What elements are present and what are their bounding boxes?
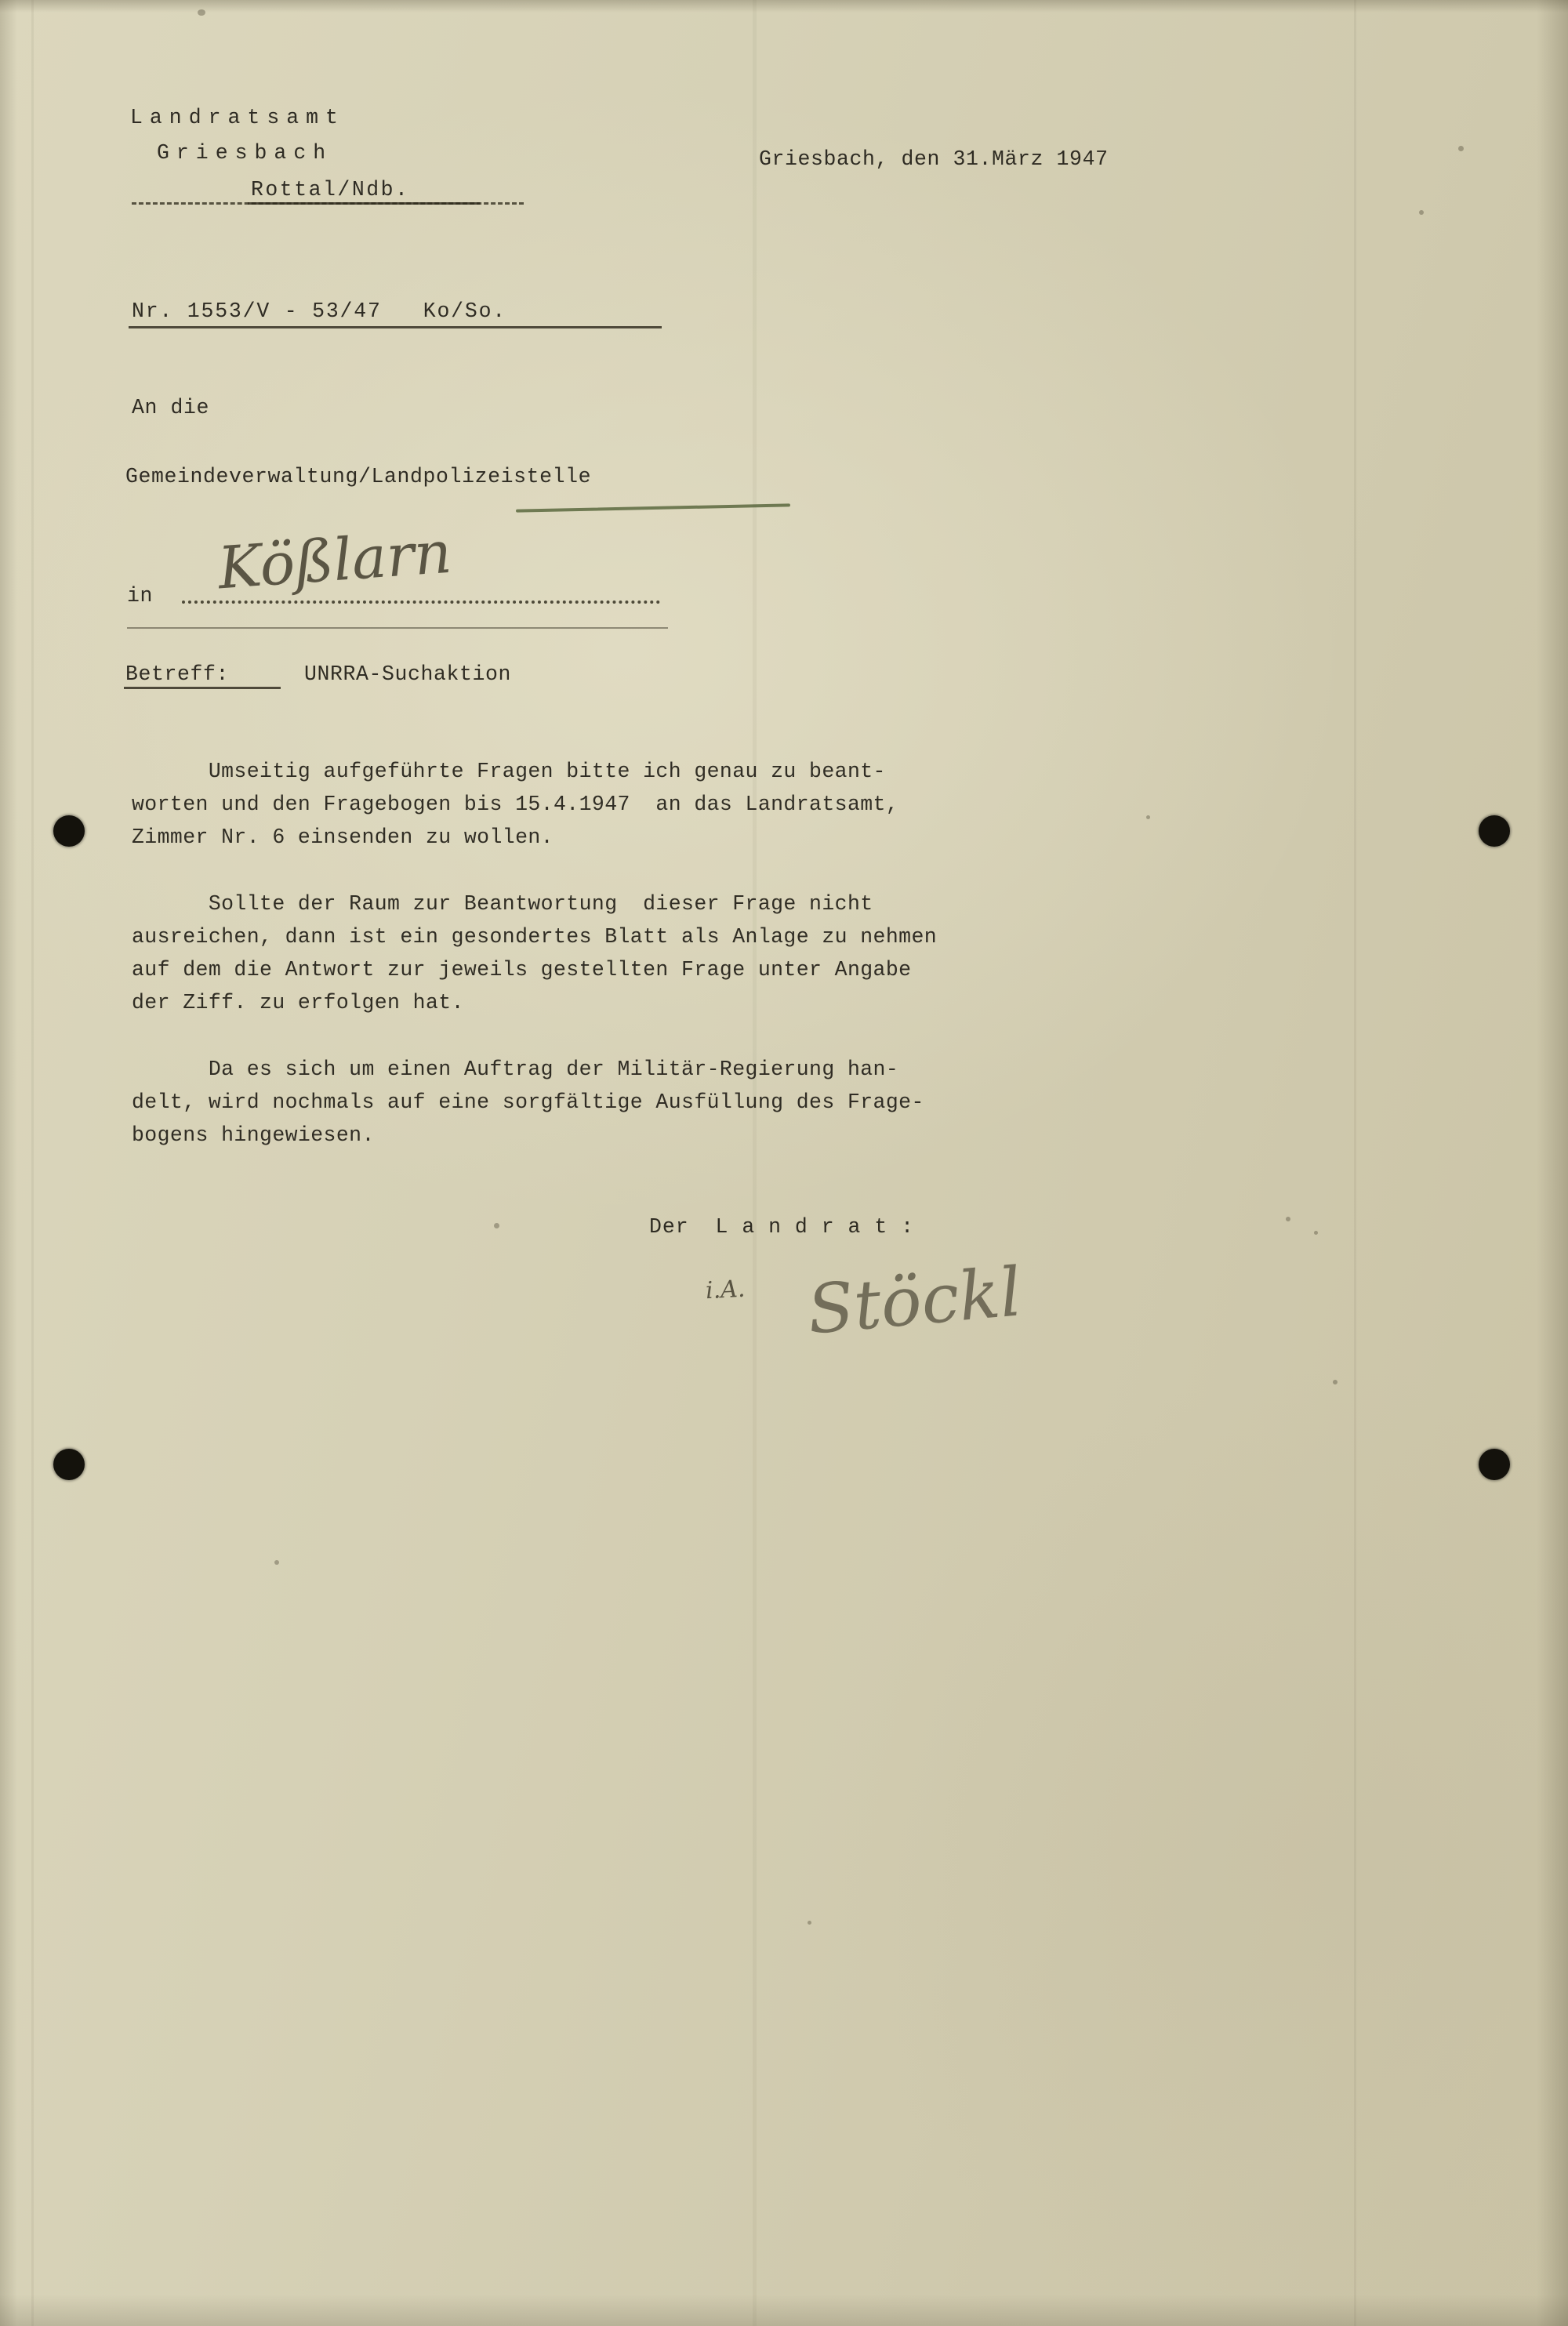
place-date: Griesbach, den 31.März 1947 [759, 147, 1109, 171]
page-edge-shadow-right [1537, 0, 1568, 2326]
reference-underline [129, 326, 662, 328]
paper-speck [1146, 815, 1150, 819]
subject-label-underline [124, 687, 281, 689]
letterhead-line-3: Rottal/Ndb. [251, 178, 410, 201]
body-paragraph-1-line-1: Umseitig aufgeführte Fragen bitte ich genau zu beant- [132, 760, 886, 783]
signature-title: Der L a n d r a t : [649, 1215, 915, 1239]
paper-speck [494, 1223, 499, 1228]
reference-number: Nr. 1553/V - 53/47 Ko/So. [132, 299, 506, 323]
paper-speck [1333, 1380, 1338, 1384]
body-paragraph-2-line-3: auf dem die Antwort zur jeweils gestellten Frage unter Angabe [132, 958, 912, 982]
paper-speck [808, 1921, 811, 1925]
page-edge-shadow-bottom [0, 2295, 1568, 2326]
punch-hole [1479, 1449, 1510, 1480]
location-label: in [127, 584, 154, 608]
addressee-name: Gemeindeverwaltung/Landpolizeistelle [125, 465, 592, 488]
body-paragraph-3-line-3: bogens hingewiesen. [132, 1123, 375, 1147]
paper-speck [1458, 146, 1464, 151]
body-paragraph-2-line-2: ausreichen, dann ist ein gesondertes Blatt als Anlage zu nehmen [132, 925, 938, 949]
punch-hole [1479, 815, 1510, 847]
body-paragraph-1-line-3: Zimmer Nr. 6 einsenden zu wollen. [132, 826, 554, 849]
paper-fold-line [31, 0, 34, 2326]
body-paragraph-2-line-4: der Ziff. zu erfolgen hat. [132, 991, 464, 1014]
paper-speck [1314, 1231, 1318, 1235]
paper-speck [274, 1560, 279, 1565]
location-dotted-line [182, 601, 660, 604]
addressee-intro: An die [132, 396, 210, 419]
letterhead-line-1: Landratsamt [130, 106, 345, 129]
body-paragraph-3-line-1: Da es sich um einen Auftrag der Militär-Regierung han- [132, 1058, 899, 1081]
location-underline [127, 627, 668, 629]
letterhead-line-2: Griesbach [157, 141, 333, 165]
body-paragraph-2-line-1: Sollte der Raum zur Beantwortung dieser Frage nicht [132, 892, 873, 916]
signature-prefix: i.A. [705, 1275, 746, 1305]
paper-fold-line [753, 0, 757, 2326]
subject-label: Betreff: [125, 662, 230, 686]
location-handwritten: Kößlarn [216, 518, 454, 603]
punch-hole [53, 815, 85, 847]
signature-handwritten: Stöckl [804, 1253, 1025, 1350]
paper-speck [198, 9, 205, 16]
paper-speck [1286, 1217, 1290, 1221]
page-edge-shadow-left [0, 0, 17, 2326]
addressee-green-underline [516, 503, 790, 512]
subject-value: UNRRA-Suchaktion [304, 662, 512, 686]
paper-speck [1419, 210, 1424, 215]
body-paragraph-1-line-2: worten und den Fragebogen bis 15.4.1947 an das Landratsamt, [132, 793, 899, 816]
paper-fold-line [1354, 0, 1356, 2326]
letterhead-dashed-rule [132, 202, 524, 205]
page-edge-shadow-top [0, 0, 1568, 13]
punch-hole [53, 1449, 85, 1480]
body-paragraph-3-line-2: delt, wird nochmals auf eine sorgfältige Ausfüllung des Frage- [132, 1090, 924, 1114]
